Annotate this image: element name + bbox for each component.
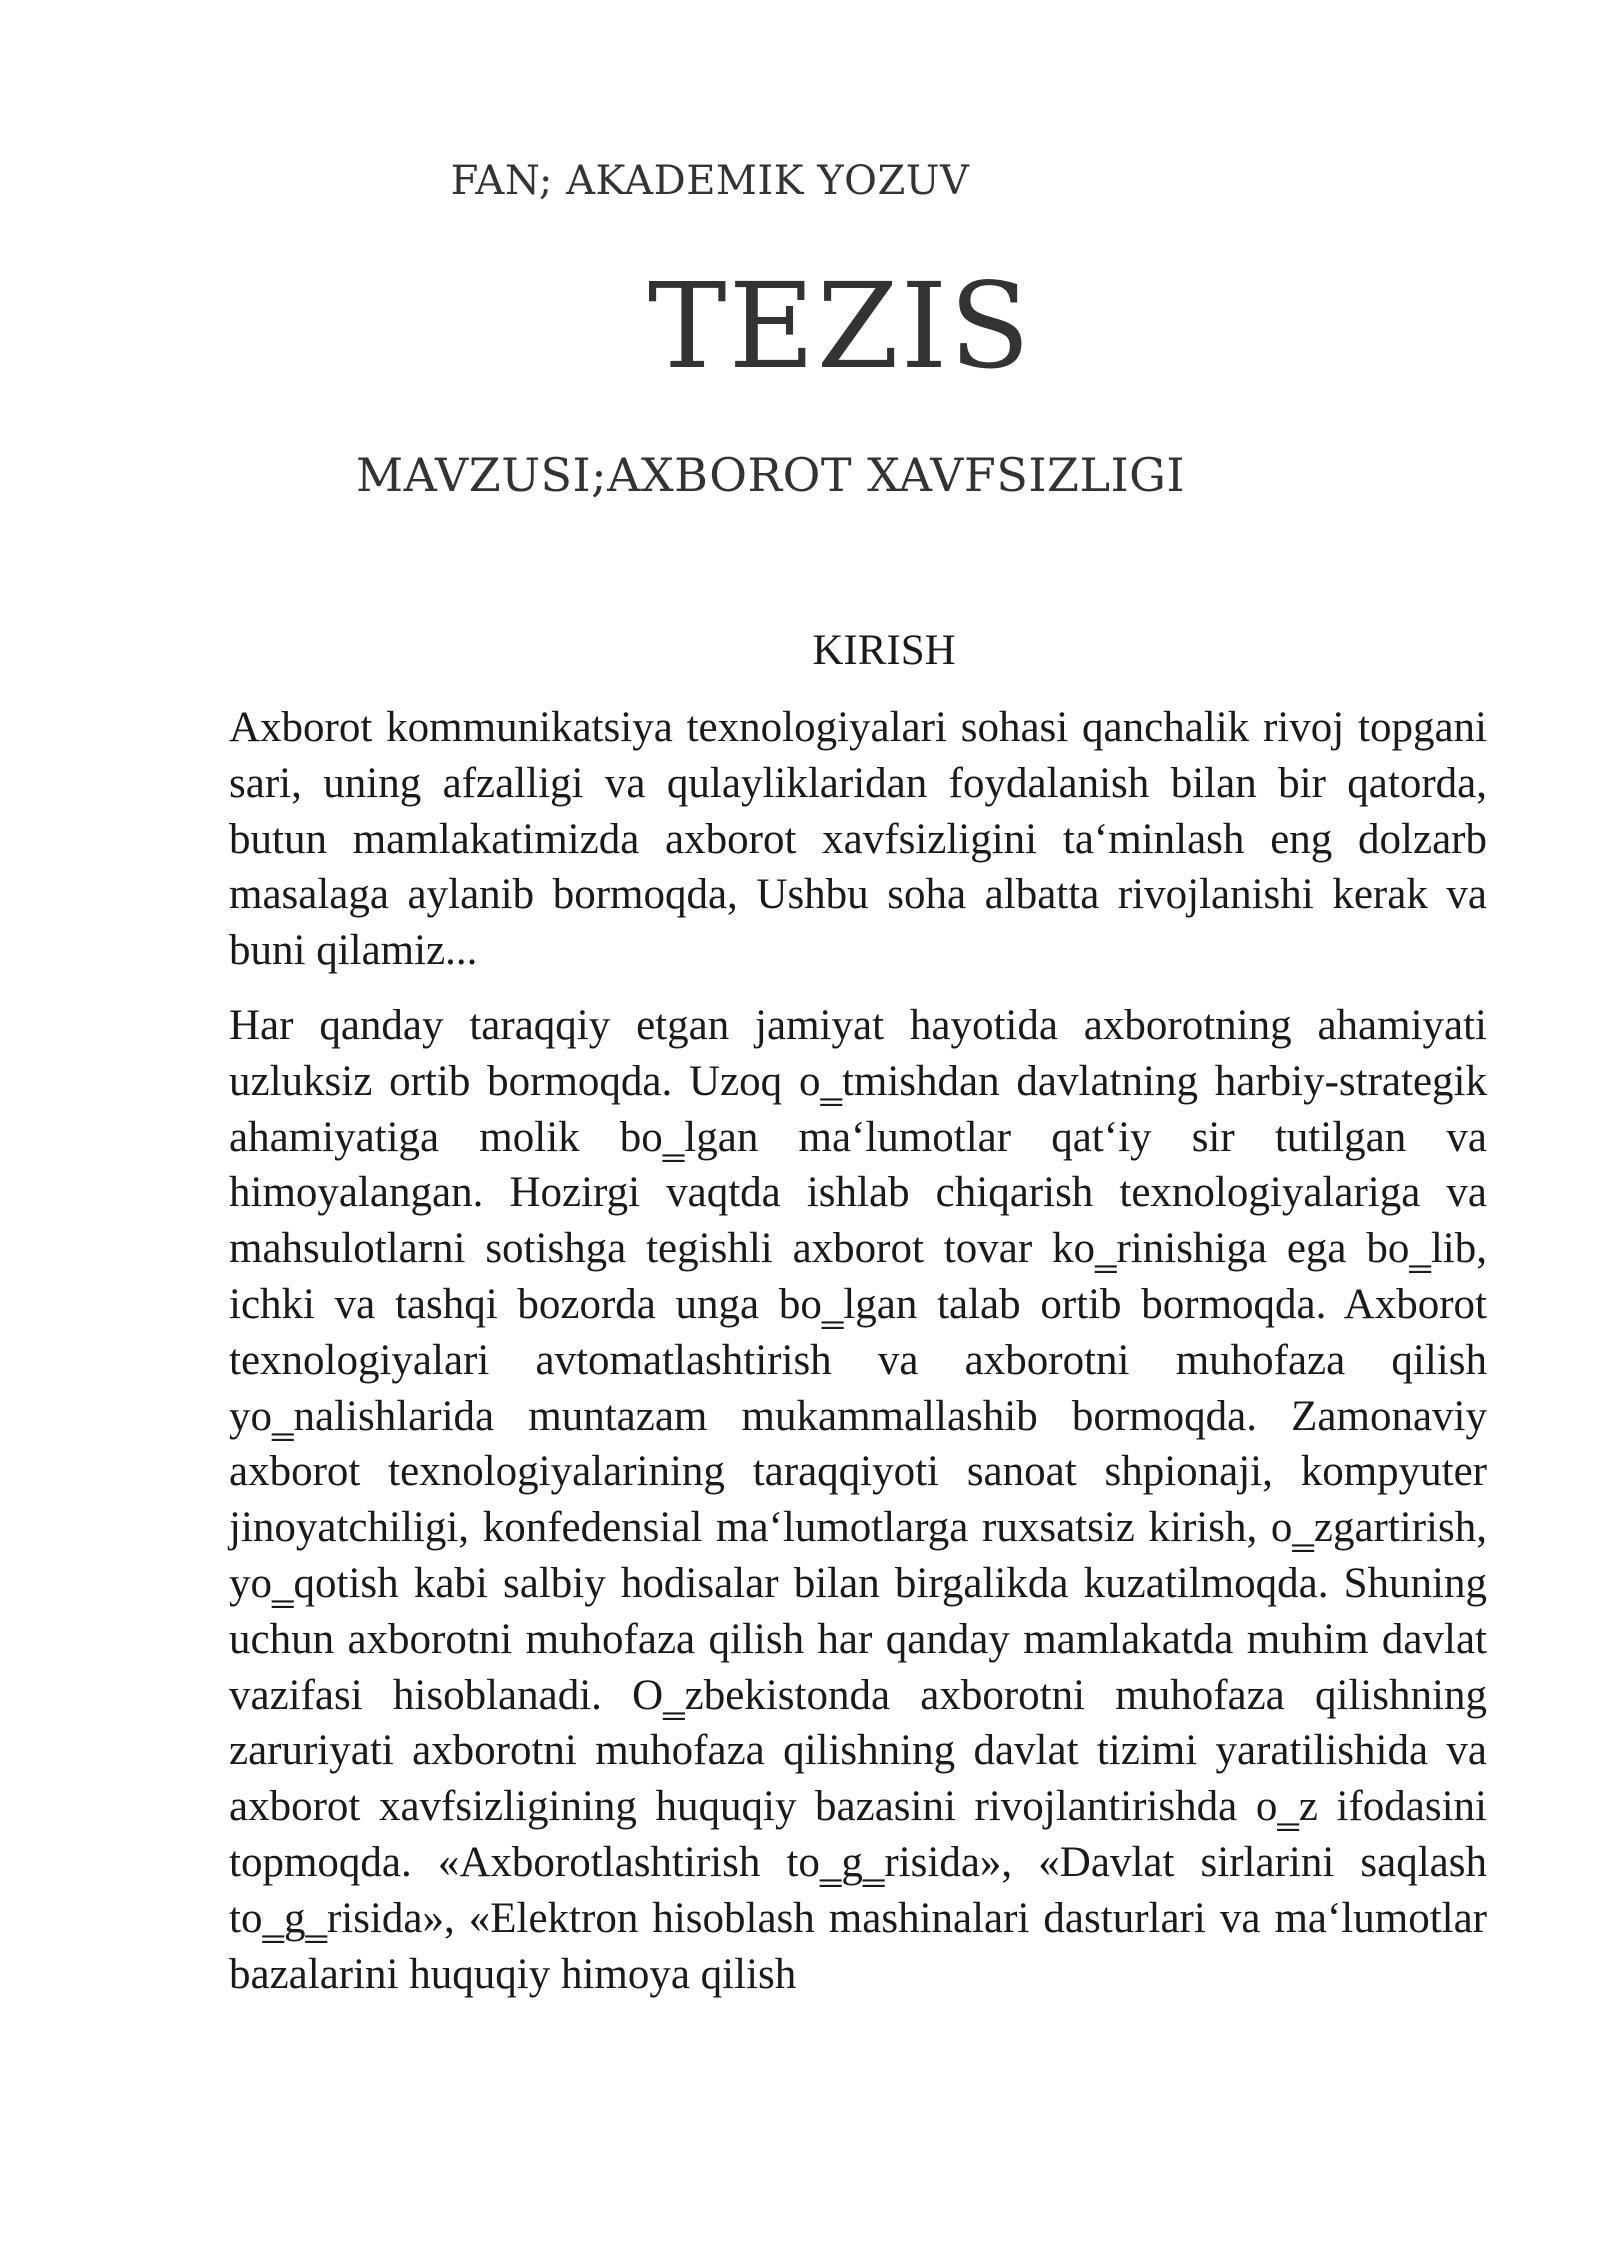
body-text (229, 700, 1487, 2002)
topic-line: MAVZUSI;AXBOROT XAVFSIZLIGI (356, 448, 1186, 502)
subject-line: FAN; AKADEMIK YOZUV (450, 158, 970, 204)
document-title: TEZIS (647, 257, 1033, 395)
paragraph: Axborot kommunikatsiya texnologiyalari sohasi qanchalik rivoj topgani sari, uning afzalligi va qulayliklaridan foydalanish bilan bir qatorda, butun mamlakatimizda axborot xavfsizligini taʻminlash eng dolzarb masalaga aylanib bormoqda, Ushbu soha albatta rivojlanishi kerak va buni qilamiz... (229, 704, 1487, 975)
section-heading-kirish: KIRISH (812, 627, 956, 674)
paragraph: Har qanday taraqqiy etgan jamiyat hayotida axborotning ahamiyati uzluksiz ortib bormoqda. Uzoq o‗tmishdan davlatning harbiy-strategik ahamiyatiga molik bo‗lgan maʻlumotlar qatʻiy sir tutilgan va himoyalangan. Hozirgi vaqtda ishlab chiqarish texnologiyalariga va mahsulotlarni sotishga tegishli axborot tovar ko‗rinishiga ega bo‗lib, ichki va tashqi bozorda unga bo‗lgan talab ortib bormoqda. Axborot texnologiyalari avtomatlashtirish va axborotni muhofaza qilish yo‗nalishlarida muntazam mukammallashib bormoqda. Zamonaviy axborot texnologiyalarining taraqqiyoti sanoat shpionaji, kompyuter jinoyatchiligi, konfedensial maʻlumotlarga ruxsatsiz kirish, o‗zgartirish, yo‗qotish kabi salbiy hodisalar bilan birgalikda kuzatilmoqda. Shuning uchun axborotni muhofaza qilish har qanday mamlakatda muhim davlat vazifasi hisoblanadi. O‗zbekistonda axborotni muhofaza qilishning zaruriyati axborotni muhofaza qilishning davlat tizimi yaratilishida va axborot xavfsizligining huquqiy bazasini rivojlantirishda o‗z ifodasini topmoqda. «Axborotlashtirish to‗g‗risida», «Davlat sirlarini saqlash to‗g‗risida», «Elektron hisoblash mashinalari dasturlari va maʻlumotlar bazalarini huquqiy himoya qilish (229, 1001, 1487, 1998)
